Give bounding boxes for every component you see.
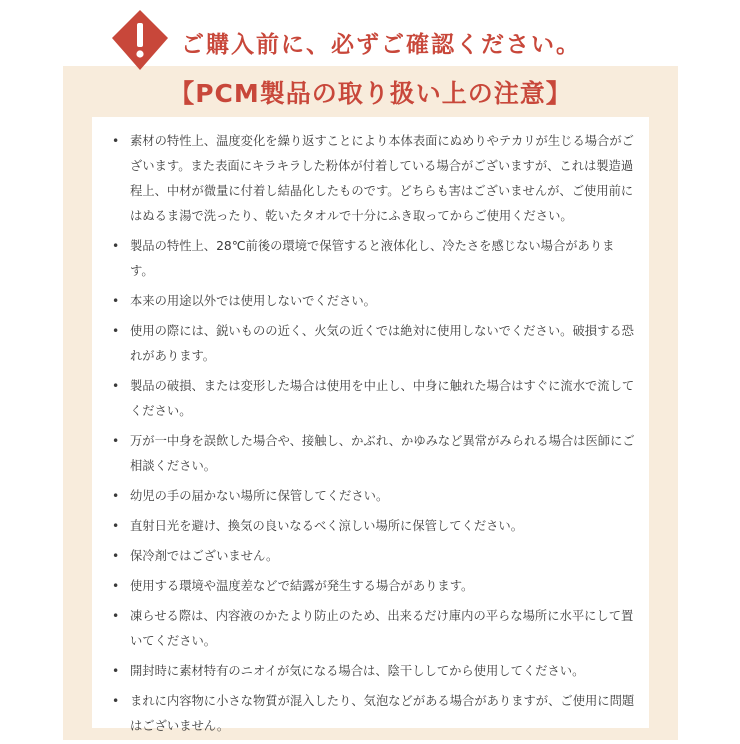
bullet: • bbox=[112, 664, 120, 678]
bullet: • bbox=[112, 489, 120, 503]
note-text: 万が一中身を誤飲した場合や、接触し、かぶれ、かゆみなど異常がみられる場合は医師にご相談ください。 bbox=[130, 434, 635, 473]
bullet: • bbox=[112, 694, 120, 708]
note-text: 保冷剤ではございません。 bbox=[130, 549, 279, 563]
note-text: 素材の特性上、温度変化を繰り返すことにより本体表面にぬめりやテカリが生じる場合がございます。また表面にキラキラした粉体が付着している場合がございますが、これは製造過程上、中材が微量に付着し結晶化したものです。どちらも害はございませんが、ご使用前にはぬるま湯で洗ったり、乾いたタオルで十分にふき取ってからご使用ください。 bbox=[130, 134, 634, 223]
bullet: • bbox=[112, 609, 120, 623]
notes-card bbox=[92, 117, 649, 733]
note-text: 幼児の手の届かない場所に保管してください。 bbox=[130, 489, 389, 503]
notes-list bbox=[92, 129, 649, 744]
list-item bbox=[92, 659, 649, 684]
bullet: • bbox=[112, 134, 120, 148]
bullet: • bbox=[112, 579, 120, 593]
list-item bbox=[92, 374, 649, 424]
bullet: • bbox=[112, 519, 120, 533]
list-item bbox=[92, 319, 649, 369]
list-item bbox=[92, 604, 649, 654]
list-item bbox=[92, 484, 649, 509]
note-text: 製品の破損、または変形した場合は使用を中止し、中身に触れた場合はすぐに流水で流してください。 bbox=[130, 379, 635, 418]
bullet: • bbox=[112, 379, 120, 393]
page-title: 【PCM製品の取り扱い上の注意】 bbox=[169, 79, 572, 108]
note-text: 本来の用途以外では使用しないでください。 bbox=[130, 294, 376, 308]
note-text: 製品の特性上、28℃前後の環境で保管すると液体化し、冷たさを感じない場合があります。 bbox=[130, 239, 615, 278]
bullet: • bbox=[112, 434, 120, 448]
note-text: 開封時に素材特有のニオイが気になる場合は、陰干ししてから使用してください。 bbox=[130, 664, 585, 678]
list-item bbox=[92, 129, 649, 229]
note-text: 使用の際には、鋭いものの近く、火気の近くでは絶対に使用しないでください。破損する恐れがあります。 bbox=[130, 324, 634, 363]
bullet: • bbox=[112, 294, 120, 308]
bullet: • bbox=[112, 324, 120, 338]
list-item bbox=[92, 689, 649, 739]
banner-text: ご購入前に、必ずご確認ください。 bbox=[181, 32, 581, 58]
bullet: • bbox=[112, 239, 120, 253]
list-item bbox=[92, 514, 649, 539]
list-item bbox=[92, 234, 649, 284]
list-item bbox=[92, 574, 649, 599]
note-text: まれに内容物に小さな物質が混入したり、気泡などがある場合がありますが、ご使用に問題はございません。 bbox=[130, 694, 635, 733]
note-text: 凍らせる際は、内容液のかたより防止のため、出来るだけ庫内の平らな場所に水平にして置いてください。 bbox=[130, 609, 634, 648]
note-text: 直射日光を避け、換気の良いなるべく涼しい場所に保管してください。 bbox=[130, 519, 524, 533]
list-item bbox=[92, 429, 649, 479]
list-item bbox=[92, 289, 649, 314]
list-item bbox=[92, 544, 649, 569]
note-text: 使用する環境や温度差などで結露が発生する場合があります。 bbox=[130, 579, 474, 593]
exclamation-icon bbox=[108, 8, 172, 72]
bullet: • bbox=[112, 549, 120, 563]
